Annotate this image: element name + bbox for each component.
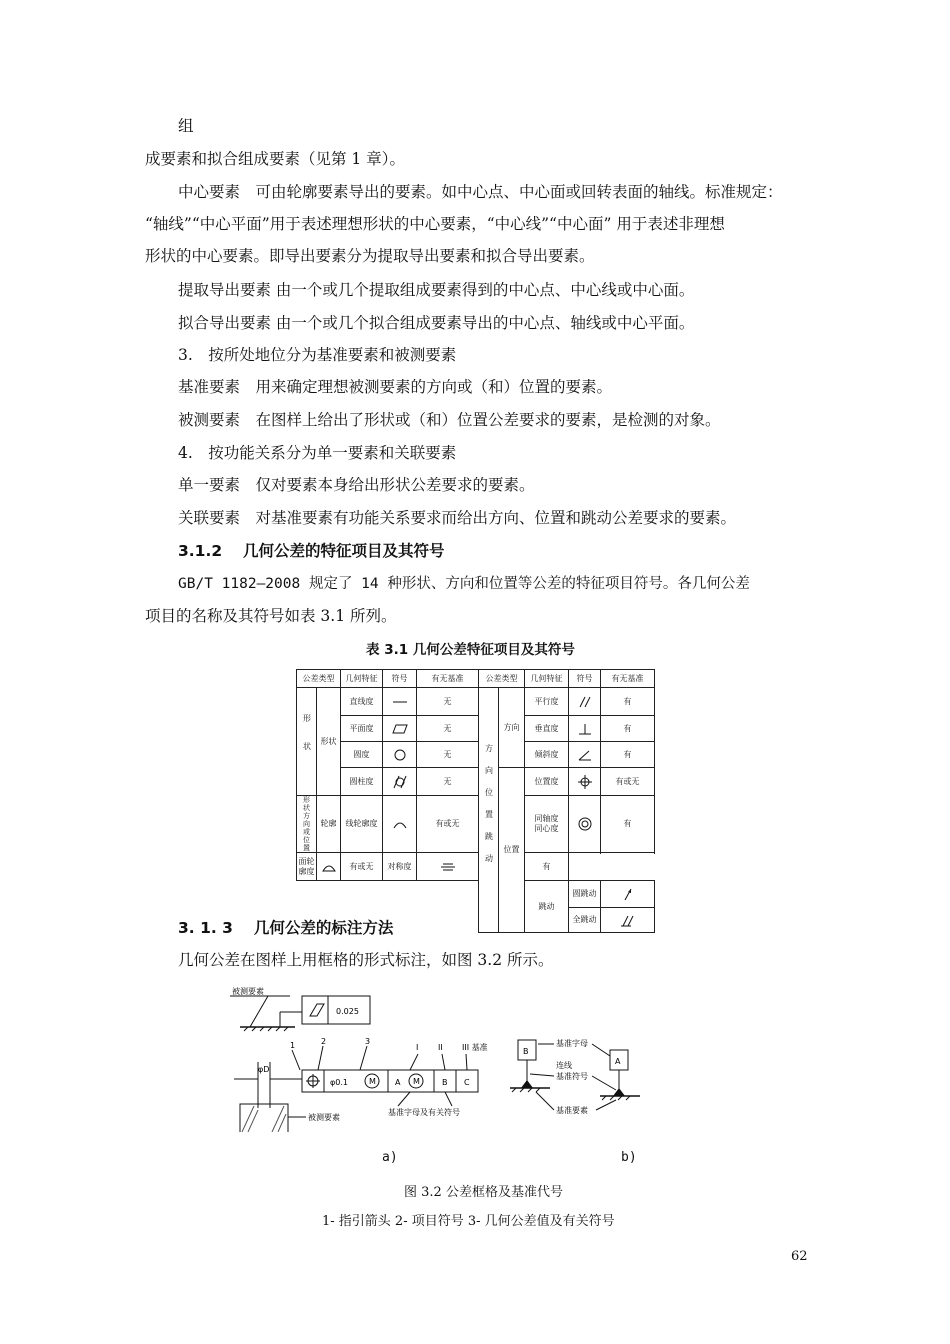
datum-a-box: A (615, 1057, 621, 1066)
datum-letters-label: 基准字母及有关符号 (388, 1108, 460, 1117)
mmc-modifier: M (369, 1077, 376, 1086)
group-cell-form: 形状 (297, 688, 317, 796)
page-number: 62 (791, 1249, 808, 1264)
datum-order-1: I (416, 1043, 419, 1052)
text-line: 提取导出要素 由一个或几个提取组成要素得到的中心点、中心线或中心面。 (178, 281, 695, 299)
datum-b: B (442, 1078, 448, 1087)
datum-cell: 有 (601, 688, 655, 716)
text-line: 关联要素 对基准要素有功能关系要求而给出方向、位置和跳动公差要求的要素。 (178, 509, 737, 527)
figure-legend: 1- 指引箭头 2- 项目符号 3- 几何公差值及有关符号 (322, 1214, 615, 1229)
figure-label-b: b) (621, 1150, 637, 1165)
section-heading: 3.1.2 几何公差的特征项目及其符号 (178, 542, 445, 560)
subgroup-cell-position: 位置 (499, 768, 525, 933)
subgroup-cell-form: 形状 (317, 688, 341, 796)
table-caption: 表 3.1 几何公差特征项目及其符号 (366, 642, 575, 658)
circular-runout-icon (601, 881, 655, 908)
connector-label: 连线 (556, 1061, 572, 1070)
tol-top-value: 0.025 (336, 1007, 359, 1016)
circularity-icon (383, 742, 417, 768)
feature-name: 平面度 (341, 716, 383, 742)
header-cell: 公差类型 (479, 670, 525, 688)
callout-2: 2 (321, 1037, 327, 1046)
list-heading: 4. 按功能关系分为单一要素和关联要素 (178, 444, 457, 462)
datum-c: C (464, 1078, 470, 1087)
text-line: 基准要素 用来确定理想被测要素的方向或（和）位置的要素。 (178, 378, 613, 396)
angularity-icon (569, 742, 601, 768)
datum-cell: 无 (417, 716, 479, 742)
datum-order-2: II (438, 1043, 443, 1052)
callout-3: 3 (365, 1037, 371, 1046)
header-cell: 符号 (569, 670, 601, 688)
text-line: 成要素和拟合组成要素（见第 1 章）。 (145, 150, 405, 168)
datum-cell: 有 (525, 853, 569, 881)
text-line: “轴线”“中心平面”用于表述理想形状的中心要素，“中心线”“中心面” 用于表述非理想 (145, 215, 725, 233)
datum-cell: 无 (417, 768, 479, 796)
section-heading: 3. 1. 3 几何公差的标注方法 (178, 919, 394, 937)
header-cell: 几何特征 (525, 670, 569, 688)
parallelism-icon (569, 688, 601, 716)
datum-cell: 无 (417, 742, 479, 768)
datum-cell: 有或无 (417, 796, 479, 853)
feature-name: 对称度 (383, 853, 417, 881)
text-line: 被测要素 在图样上给出了形状或（和）位置公差要求的要素，是检测的对象。 (178, 411, 721, 429)
callout-1: 1 (290, 1041, 296, 1050)
feature-name: 圆柱度 (341, 768, 383, 796)
text-line: 中心要素 可由轮廓要素导出的要素。如中心点、中心面或回转表面的轴线。标准规定： (178, 183, 783, 201)
datum-element-label: 基准要素 (556, 1106, 588, 1115)
datum-symbol-label: 基准符号 (556, 1072, 588, 1081)
feature-name: 全跳动 (569, 908, 601, 933)
feature-name: 面轮廓度 (297, 853, 317, 881)
feature-name: 同轴度 (534, 814, 559, 823)
text-line: GB/T 1182—2008 规定了 14 种形状、方向和位置等公差的特征项目符号。各几何公差 (178, 576, 750, 592)
tolerance-frame-figure (220, 982, 640, 1132)
datum-b-box: B (523, 1047, 529, 1056)
concentricity-name (525, 796, 569, 853)
subgroup-cell-runout: 跳动 (525, 881, 569, 933)
feature-name: 线轮廓度 (341, 796, 383, 853)
text-line: 拟合导出要素 由一个或几个拟合组成要素导出的中心点、轴线或中心平面。 (178, 314, 695, 332)
group-cell-profile: 形状方向或位置 (297, 796, 317, 853)
perpendicularity-icon (569, 716, 601, 742)
subgroup-cell-profile: 轮廓 (317, 796, 341, 853)
header-cell: 公差类型 (297, 670, 341, 688)
label-measured-bottom: 被测要素 (308, 1113, 340, 1122)
feature-name: 圆跳动 (569, 881, 601, 908)
header-cell: 符号 (383, 670, 417, 688)
datum-cell: 有 (601, 716, 655, 742)
feature-name: 平行度 (525, 688, 569, 716)
position-icon (569, 768, 601, 796)
symmetry-icon (417, 853, 479, 881)
cylindricity-icon (383, 768, 417, 796)
subgroup-cell-orient: 方向 (499, 688, 525, 768)
figure-caption: 图 3.2 公差框格及基准代号 (404, 1185, 563, 1200)
header-cell: 几何特征 (341, 670, 383, 688)
datum-cell: 有或无 (341, 853, 383, 881)
datum-cell: 无 (417, 688, 479, 716)
feature-name: 直线度 (341, 688, 383, 716)
feature-name: 倾斜度 (525, 742, 569, 768)
header-cell: 有无基准 (417, 670, 479, 688)
line-profile-icon (383, 796, 417, 853)
datum-mmc-modifier: M (413, 1077, 420, 1086)
surface-profile-icon (317, 853, 341, 881)
total-runout-icon (601, 908, 655, 933)
flatness-icon (383, 716, 417, 742)
text-line: 项目的名称及其符号如表 3.1 所列。 (145, 607, 397, 625)
feature-name: 圆度 (341, 742, 383, 768)
label-measured-top: 被测要素 (232, 987, 264, 996)
symbol-table (296, 669, 654, 924)
datum-cell: 有 (601, 796, 655, 853)
text-line: 组 (178, 117, 194, 135)
text-line: 形状的中心要素。即导出要素分为提取导出要素和拟合导出要素。 (145, 247, 595, 265)
phi-d-label: φD (258, 1065, 270, 1074)
text-line: 几何公差在图样上用框格的形式标注，如图 3.2 所示。 (178, 951, 554, 969)
datum-letter-label: 基准字母 (556, 1039, 588, 1048)
text-line: 单一要素 仅对要素本身给出形状公差要求的要素。 (178, 476, 535, 494)
feature-name: 位置度 (525, 768, 569, 796)
datum-cell: 有或无 (601, 768, 655, 796)
figure-label-a: a) (382, 1150, 398, 1165)
datum-order-3: III 基准 (462, 1043, 488, 1052)
group-cell-orient: 方向位置跳动 (479, 688, 499, 933)
feature-name: 垂直度 (525, 716, 569, 742)
concentricity-icon (569, 796, 601, 853)
tol-main-value: φ0.1 (330, 1078, 348, 1087)
feature-name: 同心度 (534, 824, 559, 833)
straightness-icon (383, 688, 417, 716)
datum-a: A (395, 1078, 401, 1087)
header-cell: 有无基准 (601, 670, 655, 688)
list-heading: 3. 按所处地位分为基准要素和被测要素 (178, 346, 457, 364)
datum-cell: 有 (601, 742, 655, 768)
